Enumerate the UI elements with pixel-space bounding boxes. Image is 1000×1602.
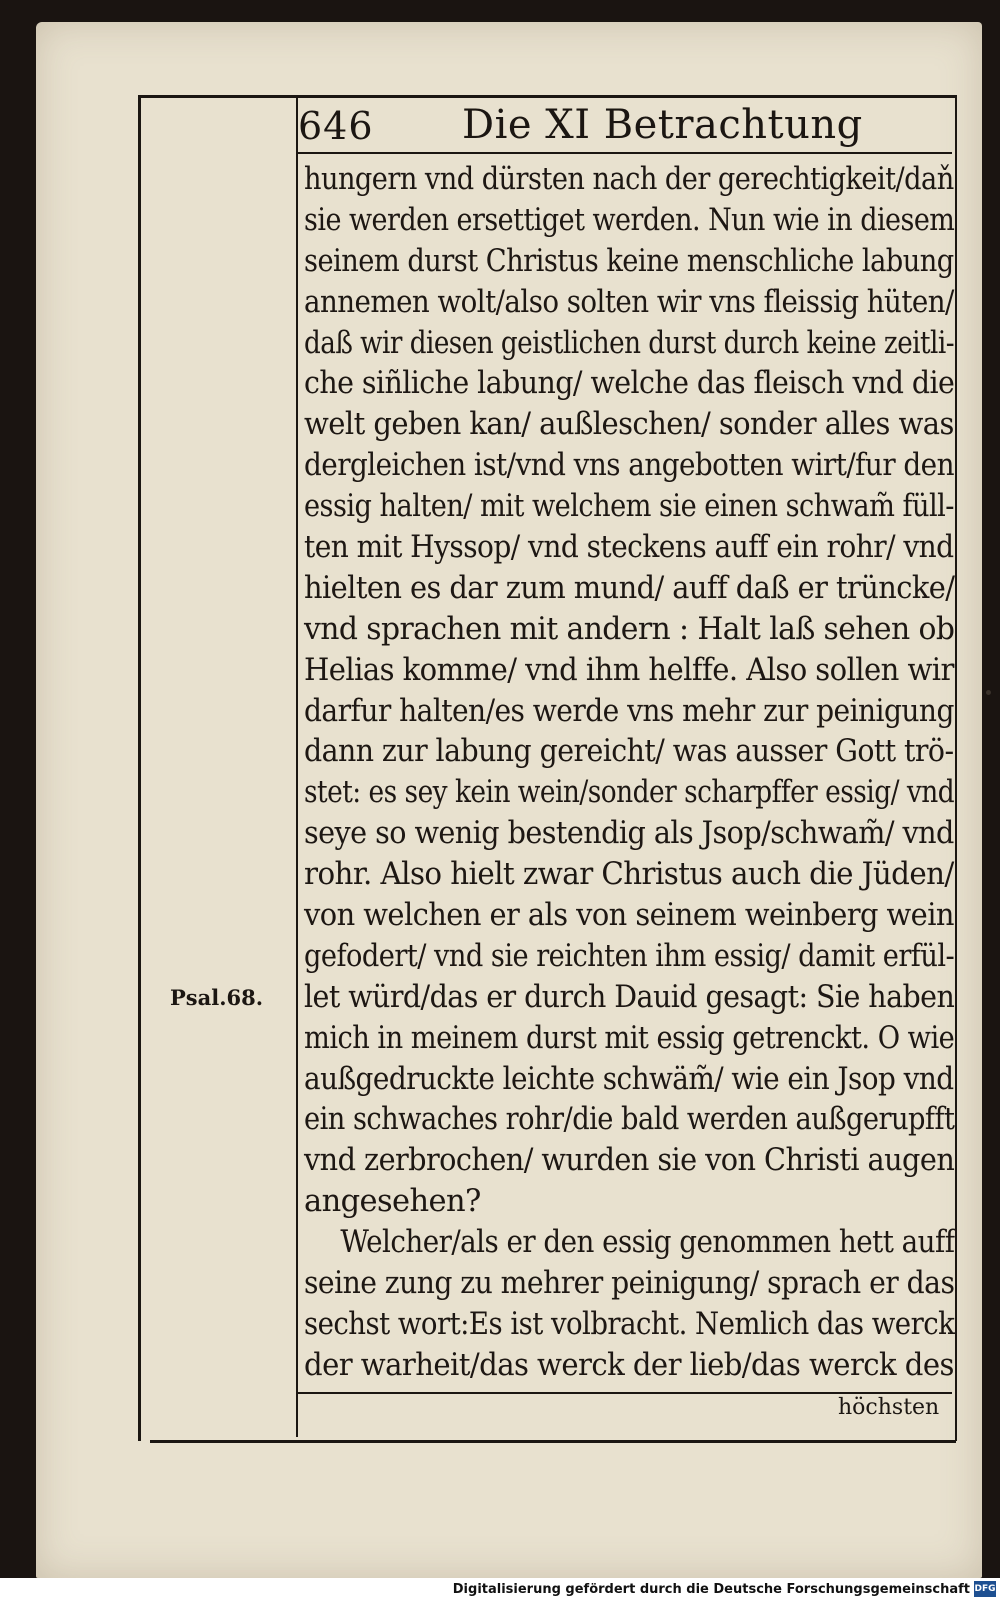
text-line: let würd/das er durch Dauid gesagt: Sie haben (304, 979, 955, 1015)
page-frame-bottom (150, 1440, 956, 1443)
text-line: mich in meinem durst mit essig getrenckt. O wie (304, 1020, 955, 1056)
text-line: darfur halten/es werde vns mehr zur peinigung (304, 693, 954, 729)
text-line: hungern vnd dürsten nach der gerechtigkeit/daň (304, 162, 954, 197)
text-line: seine zung zu mehrer peinigung/ sprach er das (304, 1266, 955, 1302)
dfg-logo: DFG (974, 1581, 996, 1597)
text-line: vnd zerbrochen/ wurden sie von Christi augen (304, 1143, 955, 1179)
body-text (304, 160, 956, 1387)
text-line: essig halten/ mit welchem sie einen schwam̃ füll- (304, 489, 954, 525)
text-line: dergleichen ist/vnd vns angebotten wirt/fur den (304, 448, 954, 484)
text-line: Helias komme/ vnd ihm helffe. Also sollen wir (304, 652, 954, 688)
running-title: Die XI Betrachtung (462, 102, 863, 148)
text-line: gefodert/ vnd sie reichten ihm essig/ damit erfül- (304, 938, 955, 974)
page-number: 646 (298, 104, 374, 148)
ink-speck (986, 690, 991, 695)
text-line: sechst wort:Es ist volbracht. Nemlich das werck (304, 1306, 955, 1342)
margin-column-rule (296, 97, 298, 1437)
text-line: hielten es dar zum mund/ auff daß er trüncke/ (304, 570, 955, 606)
margin-note: Psal.68. (170, 985, 264, 1010)
footer-rule (298, 1392, 952, 1394)
text-line: che siñliche labung/ welche das fleisch vnd die (304, 366, 955, 402)
paragraph-start-line: Welcher/als er den essig genommen hett auff (340, 1225, 955, 1261)
text-line: außgedruckte leichte schwäm̃/ wie ein Jsop vnd (304, 1061, 954, 1097)
text-line: daß wir diesen geistlichen durst durch keine zeitli- (304, 325, 955, 361)
text-line: sie werden ersettiget werden. Nun wie in diesem (304, 202, 955, 238)
header-rule (298, 152, 952, 154)
text-line: der warheit/das werck der lieb/das werck des (304, 1347, 954, 1383)
text-line: ein schwaches rohr/die bald werden außgerupfft (304, 1102, 955, 1138)
text-line: welt geben kan/ außleschen/ sonder alles was (304, 407, 954, 443)
text-line: von welchen er als von seinem weinberg wein (304, 898, 954, 934)
text-line: seye so wenig bestendig als Jsop/schwam̃/ vnd (304, 816, 954, 852)
text-line: dann zur labung gereicht/ was ausser Gott trö- (304, 734, 954, 770)
footer-credit: Digitalisierung gefördert durch die Deutsche Forschungsgemeinschaft (452, 1582, 970, 1597)
text-line: annemen wolt/also solten wir vns fleissig hüten/ (304, 284, 954, 320)
catchword: höchsten (838, 1395, 940, 1420)
text-line: seinem durst Christus keine menschliche labung (304, 243, 954, 279)
text-line: rohr. Also hielt zwar Christus auch die Jüden/ (304, 857, 954, 893)
text-line: vnd sprachen mit andern : Halt laß sehen ob (304, 611, 955, 647)
text-line: ten mit Hyssop/ vnd steckens auff ein rohr/ vnd (304, 530, 954, 566)
text-line: stet: es sey kein wein/sonder scharpffer essig/ vnd (304, 775, 955, 811)
text-line: angesehen? (304, 1184, 481, 1220)
